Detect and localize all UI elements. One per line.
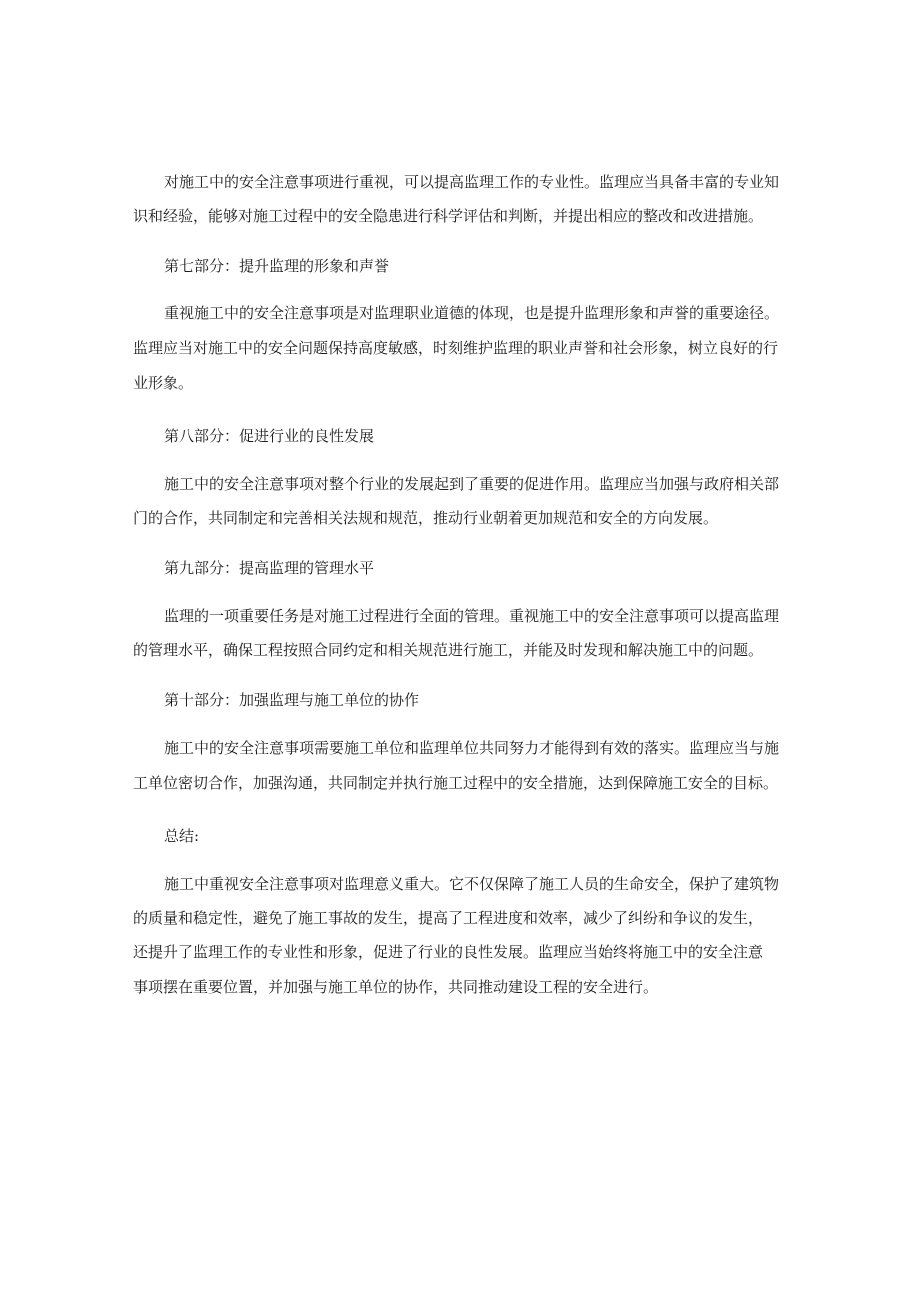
paragraph-line: 施工中重视安全注意事项对监理意义重大。它不仅保障了施工人员的生命安全，保护了建筑物 <box>164 875 780 893</box>
paragraph-line: 的管理水平，确保工程按照合同约定和相关规范进行施工，并能及时发现和解决施工中的问题。 <box>133 641 764 659</box>
paragraph-line: 还提升了监理工作的专业性和形象，促进了行业的良性发展。监理应当始终将施工中的安全注意 <box>133 943 764 961</box>
paragraph-line: 识和经验，能够对施工过程中的安全隐患进行科学评估和判断，并提出相应的整改和改进措施。 <box>133 207 764 225</box>
paragraph-line: 的质量和稳定性，避免了施工事故的发生，提高了工程进度和效率，减少了纠纷和争议的发生， <box>133 909 764 927</box>
paragraph-line: 事项摆在重要位置，并加强与施工单位的协作，共同推动建设工程的安全进行。 <box>133 978 659 996</box>
paragraph-line: 监理应当对施工中的安全问题保持高度敏感，时刻维护监理的职业声誉和社会形象，树立良好的行 <box>133 339 779 357</box>
section-heading-7: 第七部分：提升监理的形象和声誉 <box>164 257 390 275</box>
paragraph-line: 对施工中的安全注意事项进行重视，可以提高监理工作的专业性。监理应当具备丰富的专业知 <box>164 173 780 191</box>
summary-heading: 总结: <box>164 827 200 845</box>
paragraph-line: 门的合作，共同制定和完善相关法规和规范，推动行业朝着更加规范和安全的方向发展。 <box>133 509 719 527</box>
section-heading-8: 第八部分：促进行业的良性发展 <box>164 427 375 445</box>
paragraph-line: 施工中的安全注意事项对整个行业的发展起到了重要的促进作用。监理应当加强与政府相关部 <box>164 475 780 493</box>
paragraph-line: 工单位密切合作，加强沟通，共同制定并执行施工过程中的安全措施，达到保障施工安全的目标。 <box>133 774 779 792</box>
section-heading-10: 第十部分：加强监理与施工单位的协作 <box>164 691 420 709</box>
section-heading-9: 第九部分：提高监理的管理水平 <box>164 559 375 577</box>
paragraph-line: 业形象。 <box>133 374 194 392</box>
paragraph-line: 监理的一项重要任务是对施工过程进行全面的管理。重视施工中的安全注意事项可以提高监理 <box>164 607 780 625</box>
paragraph-line: 重视施工中的安全注意事项是对监理职业道德的体现，也是提升监理形象和声誉的重要途径。 <box>164 304 780 322</box>
paragraph-line: 施工中的安全注意事项需要施工单位和监理单位共同努力才能得到有效的落实。监理应当与施 <box>164 739 780 757</box>
